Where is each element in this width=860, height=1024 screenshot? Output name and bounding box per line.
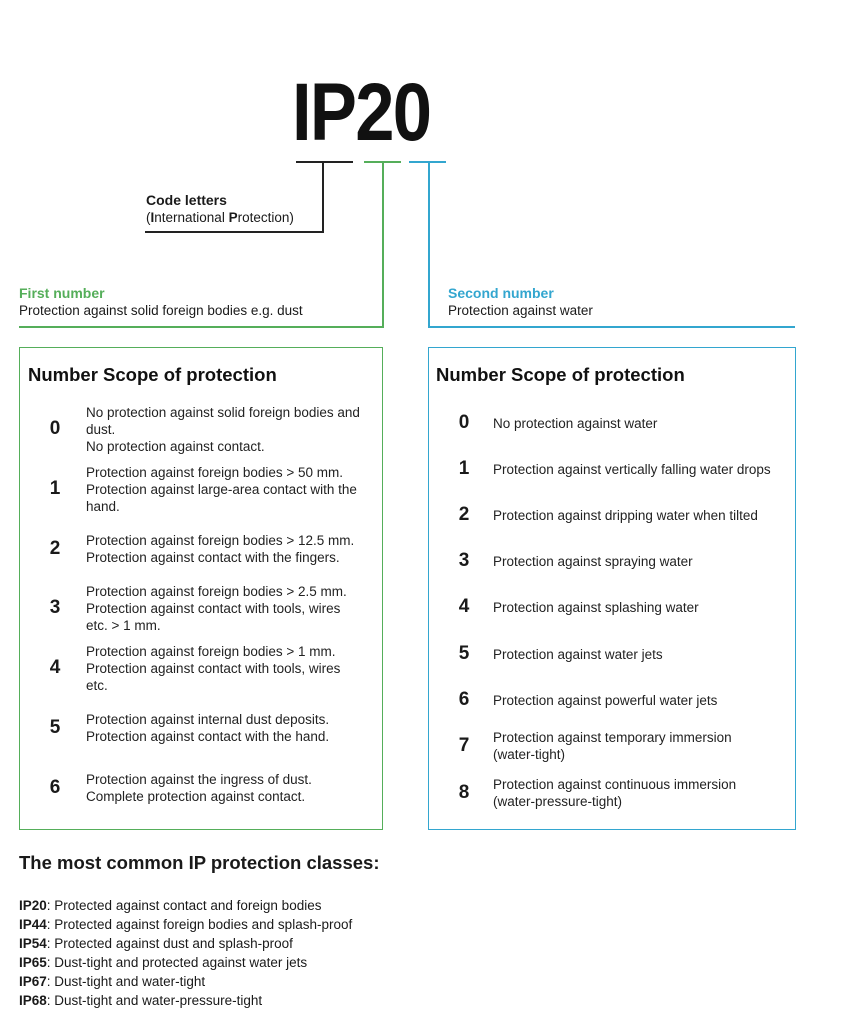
protection-description-line: Protection against foreign bodies > 2.5 mm.	[86, 583, 347, 599]
solid-protection-table	[19, 347, 383, 830]
protection-number: 6	[49, 777, 61, 798]
protection-description-line: (water-tight)	[493, 747, 566, 762]
protection-description-line: Protection against vertically falling water drops	[493, 461, 771, 477]
first-number-connector-horizontal	[19, 326, 384, 328]
protection-description-line: Protection against large-area contact with the	[86, 481, 357, 497]
common-class-item	[19, 915, 352, 934]
protection-description	[86, 771, 376, 805]
protection-description	[493, 729, 788, 763]
protection-description-line: Protection against temporary immersion	[493, 730, 732, 745]
protection-description-line: Protection against foreign bodies > 50 mm.	[86, 464, 344, 480]
protection-description-line: etc.	[86, 677, 108, 693]
protection-description-line: Protection against contact with tools, wires	[86, 600, 341, 616]
second-number-title: Second number	[448, 285, 554, 301]
protection-description	[86, 464, 376, 515]
common-class-item	[19, 934, 352, 953]
protection-description	[493, 461, 788, 478]
protection-description	[493, 415, 788, 432]
protection-description-line: dust.	[86, 421, 116, 437]
second-number-connector-horizontal	[428, 326, 795, 328]
first-number-title: First number	[19, 285, 105, 301]
common-class-text: : Protected against foreign bodies and splash-proof	[46, 917, 353, 932]
protection-description-line: Protection against the ingress of dust.	[86, 772, 312, 787]
protection-description	[86, 404, 376, 455]
protection-description-line: Protection against powerful water jets	[493, 692, 718, 708]
protection-description	[493, 553, 788, 570]
protection-number: 0	[458, 412, 470, 433]
protection-number: 0	[49, 418, 61, 439]
code-letters-underline	[296, 161, 353, 163]
common-class-code: IP68	[19, 993, 47, 1008]
protection-description	[86, 532, 376, 566]
protection-description-line: hand.	[86, 498, 120, 514]
protection-description-line: No protection against contact.	[86, 438, 265, 454]
protection-description-line: Protection against internal dust deposits.	[86, 712, 330, 727]
protection-description-line: Protection against spraying water	[493, 553, 693, 569]
common-classes-title: The most common IP protection classes:	[19, 852, 380, 873]
protection-description-line: No protection against water	[493, 415, 658, 431]
protection-description	[493, 599, 788, 616]
code-letters-connector-vertical	[322, 163, 324, 233]
protection-number: 6	[458, 689, 470, 710]
protection-number: 5	[49, 717, 61, 738]
water-protection-table	[428, 347, 796, 830]
common-class-text: : Protected against contact and foreign bodies	[46, 898, 322, 913]
common-class-code: IP54	[19, 936, 47, 951]
common-class-text: : Dust-tight and water-tight	[46, 974, 206, 989]
common-class-text: : Dust-tight and protected against water jets	[46, 955, 308, 970]
protection-description-line: Protection against water jets	[493, 646, 663, 662]
protection-description-line: (water-pressure-tight)	[493, 794, 623, 809]
common-class-item	[19, 972, 352, 991]
protection-number: 8	[458, 782, 470, 803]
first-number-label	[19, 285, 303, 318]
protection-description-line: Protection against continuous immersion	[493, 777, 737, 792]
common-class-code: IP20	[19, 898, 47, 913]
protection-number: 2	[49, 538, 61, 559]
protection-number: 3	[458, 550, 470, 571]
first-number-connector-vertical	[382, 163, 384, 328]
code-letters-label	[146, 192, 294, 225]
protection-number: 4	[458, 596, 470, 617]
protection-description	[493, 507, 788, 524]
protection-number: 2	[458, 504, 470, 525]
protection-description-line: Protection against foreign bodies > 12.5 mm.	[86, 533, 355, 548]
protection-description-line: etc. > 1 mm.	[86, 617, 161, 633]
protection-number: 3	[49, 597, 61, 618]
second-number-connector-vertical	[428, 163, 430, 328]
first-number-subtitle: Protection against solid foreign bodies e.g. dust	[19, 303, 303, 318]
common-class-code: IP44	[19, 917, 47, 932]
protection-description	[86, 711, 376, 745]
protection-number: 5	[458, 643, 470, 664]
protection-description	[493, 692, 788, 709]
second-number-label	[448, 285, 593, 318]
ip-code-title: IP20	[292, 67, 431, 158]
protection-description-line: Protection against dripping water when tilted	[493, 507, 758, 523]
protection-number: 7	[458, 735, 470, 756]
protection-number: 4	[49, 657, 61, 678]
protection-description-line: Protection against splashing water	[493, 599, 699, 615]
protection-description	[493, 776, 788, 810]
second-number-subtitle: Protection against water	[448, 303, 593, 318]
protection-description-line: Protection against contact with the fingers.	[86, 550, 340, 565]
protection-description-line: Protection against foreign bodies > 1 mm.	[86, 643, 336, 659]
code-letters-connector-horizontal	[145, 231, 323, 233]
protection-description-line: No protection against solid foreign bodies and	[86, 404, 360, 420]
protection-number: 1	[458, 458, 470, 479]
protection-description	[493, 646, 788, 663]
common-class-item	[19, 991, 352, 1010]
common-class-text: : Protected against dust and splash-proof	[46, 936, 293, 951]
protection-description-line: Protection against contact with tools, wires	[86, 660, 341, 676]
code-letters-title: Code letters	[146, 192, 227, 208]
solid-table-header: Number Scope of protection	[28, 364, 277, 385]
protection-number: 1	[49, 478, 61, 499]
common-class-item	[19, 953, 352, 972]
common-class-code: IP67	[19, 974, 47, 989]
protection-description	[86, 643, 376, 694]
protection-description-line: Complete protection against contact.	[86, 789, 306, 804]
common-class-text: : Dust-tight and water-pressure-tight	[46, 993, 263, 1008]
water-table-header: Number Scope of protection	[436, 364, 685, 385]
code-letters-subtitle: (International Protection)	[146, 210, 294, 225]
common-class-item	[19, 896, 352, 915]
common-classes-list	[19, 896, 352, 1010]
protection-description-line: Protection against contact with the hand.	[86, 729, 330, 744]
protection-description	[86, 583, 376, 634]
common-class-code: IP65	[19, 955, 47, 970]
